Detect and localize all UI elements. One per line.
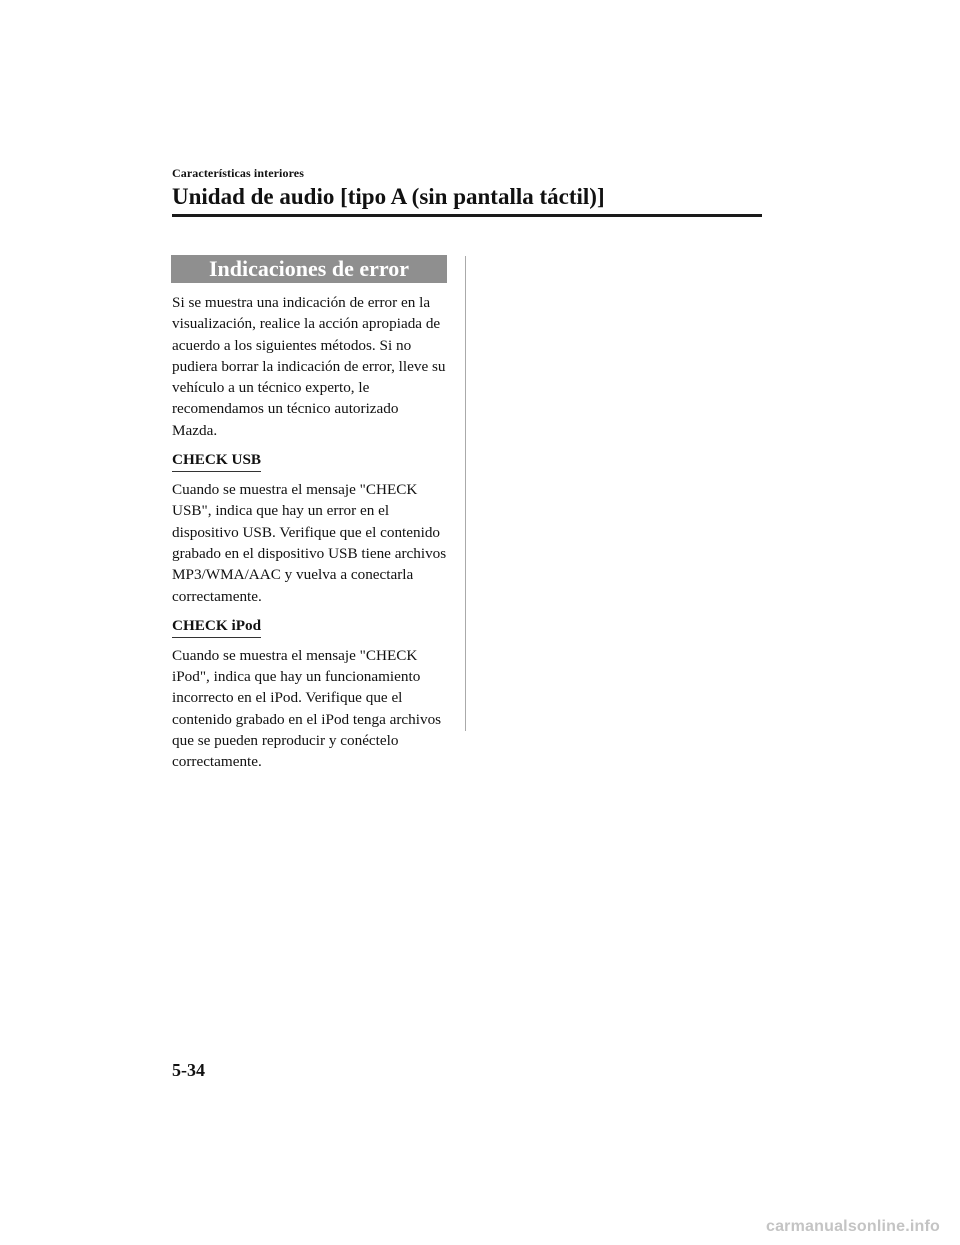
subhead-check-ipod: CHECK iPod: [172, 616, 261, 638]
header-rule: [172, 214, 762, 217]
watermark: carmanualsonline.info: [765, 1218, 940, 1235]
check-usb-paragraph: Cuando se muestra el mensaje "CHECK USB", indica que hay un error en el dispositivo USB. Verifique que el contenido grabado en el dispositivo USB tiene archivos MP3/WMA/AAC y vuelva a conectarla correctamente.: [172, 481, 447, 605]
section-title: Unidad de audio [tipo A (sin pantalla táctil)]: [172, 184, 605, 209]
chapter-label: Características interiores: [172, 166, 304, 180]
subhead-check-usb: CHECK USB: [172, 450, 261, 472]
heading-band: Indicaciones de error: [171, 255, 447, 283]
intro-paragraph: Si se muestra una indicación de error en la visualización, realice la acción apropiada de acuerdo a los siguientes métodos. Si no pudiera borrar la indicación de error, lleve su vehículo a un técnico experto, le recomendamos un técnico autorizado Mazda.: [172, 294, 446, 439]
column-divider: [465, 256, 466, 731]
left-column: [172, 255, 447, 782]
page-number: 5-34: [172, 1060, 205, 1080]
check-ipod-paragraph: Cuando se muestra el mensaje "CHECK iPod", indica que hay un funcionamiento incorrecto en el iPod. Verifique que el contenido grabado en el iPod tenga archivos que se pueden reproducir y conéctelo correctamente.: [172, 646, 442, 771]
